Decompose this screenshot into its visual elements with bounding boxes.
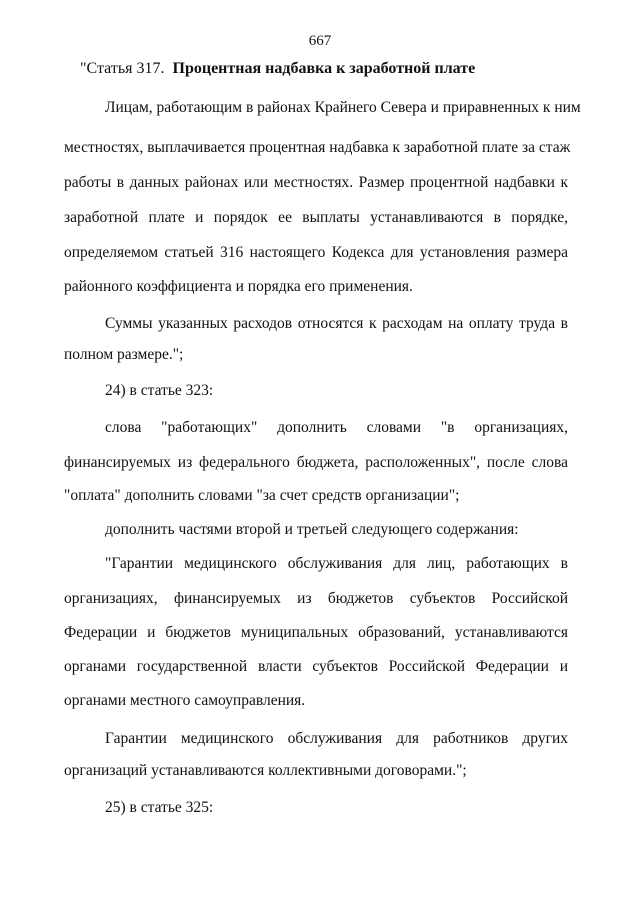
paragraph-line: заработной плате и порядок ее выплаты устанавливаются в порядке, — [64, 209, 568, 226]
paragraph-line: полном размере."; — [64, 346, 184, 363]
paragraph-line: 25) в статье 325: — [105, 799, 214, 816]
paragraph-line: местностях, выплачивается процентная надбавка к заработной плате за стаж — [64, 139, 571, 156]
paragraph-line: организациях, финансируемых из бюджетов субъектов Российской — [64, 590, 568, 607]
paragraph-line: дополнить частями второй и третьей следующего содержания: — [105, 521, 519, 538]
paragraph-line: Федерации и бюджетов муниципальных образований, устанавливаются — [64, 624, 568, 641]
paragraph-line: Суммы указанных расходов относятся к расходам на оплату труда в — [105, 315, 568, 332]
paragraph-line: Лицам, работающим в районах Крайнего Севера и приравненных к ним — [105, 99, 581, 116]
paragraph-line: органами государственной власти субъектов Российской Федерации и — [64, 658, 568, 675]
paragraph-line: работы в данных районах или местностях. Размер процентной надбавки к — [64, 174, 568, 191]
article-title: Процентная надбавка к заработной плате — [172, 60, 476, 77]
paragraph-line: слова "работающих" дополнить словами "в организациях, — [105, 419, 568, 436]
article-heading — [80, 60, 580, 78]
paragraph-line: организаций устанавливаются коллективными договорами."; — [64, 762, 467, 779]
paragraph-line: Гарантии медицинского обслуживания для работников других — [105, 730, 568, 747]
paragraph-line: 24) в статье 323: — [105, 382, 214, 399]
paragraph-line: "Гарантии медицинского обслуживания для лиц, работающих в — [105, 555, 568, 572]
page-number: 667 — [308, 33, 332, 49]
article-number: "Статья 317. — [80, 60, 165, 77]
paragraph-line: районного коэффициента и порядка его применения. — [64, 278, 413, 295]
paragraph-line: органами местного самоуправления. — [64, 692, 306, 709]
paragraph-line: финансируемых из федерального бюджета, расположенных", после слова — [64, 454, 568, 471]
paragraph-line: "оплата" дополнить словами "за счет средств организации"; — [64, 487, 460, 504]
paragraph-line: определяемом статьей 316 настоящего Кодекса для установления размера — [64, 244, 568, 261]
